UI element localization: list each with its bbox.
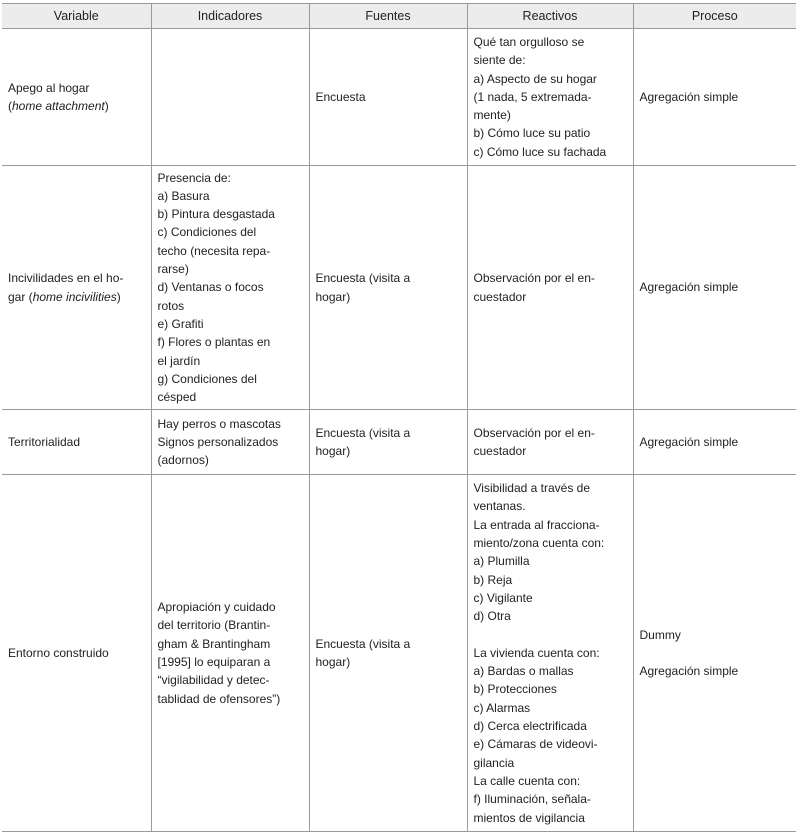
cell-fuentes: Encuesta (visita a hogar) [309,410,467,475]
cell-proceso: Agregación simple [633,166,796,410]
header-fuentes: Fuentes [309,4,467,29]
cell-fuentes: Encuesta [309,29,467,166]
header-proceso: Proceso [633,4,796,29]
cell-fuentes: Encuesta (visita a hogar) [309,166,467,410]
cell-proceso: Dummy Agregación simple [633,475,796,832]
header-indicadores: Indicadores [151,4,309,29]
cell-line: Apego al hogar [8,80,90,95]
table-header-row [2,4,796,29]
cell-reactivos: Observación por el en- cuestador [467,166,633,410]
table-row [2,166,796,410]
cell-indicadores [151,29,309,166]
cell-proceso: Agregación simple [633,410,796,475]
table-row [2,29,796,166]
header-reactivos: Reactivos [467,4,633,29]
table-row [2,475,796,832]
cell-variable: Incivilidades en el ho- gar (home incivilities) [2,166,151,410]
cell-indicadores: Hay perros o mascotas Signos personalizados (adornos) [151,410,309,475]
cell-variable: Entorno construido [2,475,151,832]
cell-indicadores: Apropiación y cuidado del territorio (Brantin- gham & Brantingham [1995] lo equiparan a “vigilabilidad y detec- tablidad de ofensores”) [151,475,309,832]
cell-indicadores: Presencia de: a) Basura b) Pintura desgastada c) Condiciones del techo (necesita repa- rarse) d) Ventanas o focos rotos e) Grafiti f) Flores o plantas en el jardín g) Condiciones del césped [151,166,309,410]
table-row [2,410,796,475]
cell-reactivos: Visibilidad a través de ventanas. La entrada al fracciona- miento/zona cuenta con: a) Plumilla b) Reja c) Vigilante d) Otra La vivienda cuenta con: a) Bardas o mallas b) Protecciones c) Alarmas d) Cerca electrificada e) Cámaras de videovi- gilancia La calle cuenta con: f) Iluminación, señala- mientos de vigilancia [467,475,633,832]
cell-fuentes: Encuesta (visita a hogar) [309,475,467,832]
header-variable: Variable [2,4,151,29]
cell-italic-term: home incivilities [32,289,117,304]
variables-table [2,3,796,832]
cell-reactivos: Qué tan orgulloso se siente de: a) Aspecto de su hogar (1 nada, 5 extremada- mente) b) Cómo luce su patio c) Cómo luce su fachada [467,29,633,166]
cell-italic-term: home attachment [12,99,105,113]
cell-variable: Apego al hogar (home attachment) [2,29,151,166]
cell-variable: Territorialidad [2,410,151,475]
cell-proceso: Agregación simple [633,29,796,166]
cell-reactivos: Observación por el en- cuestador [467,410,633,475]
